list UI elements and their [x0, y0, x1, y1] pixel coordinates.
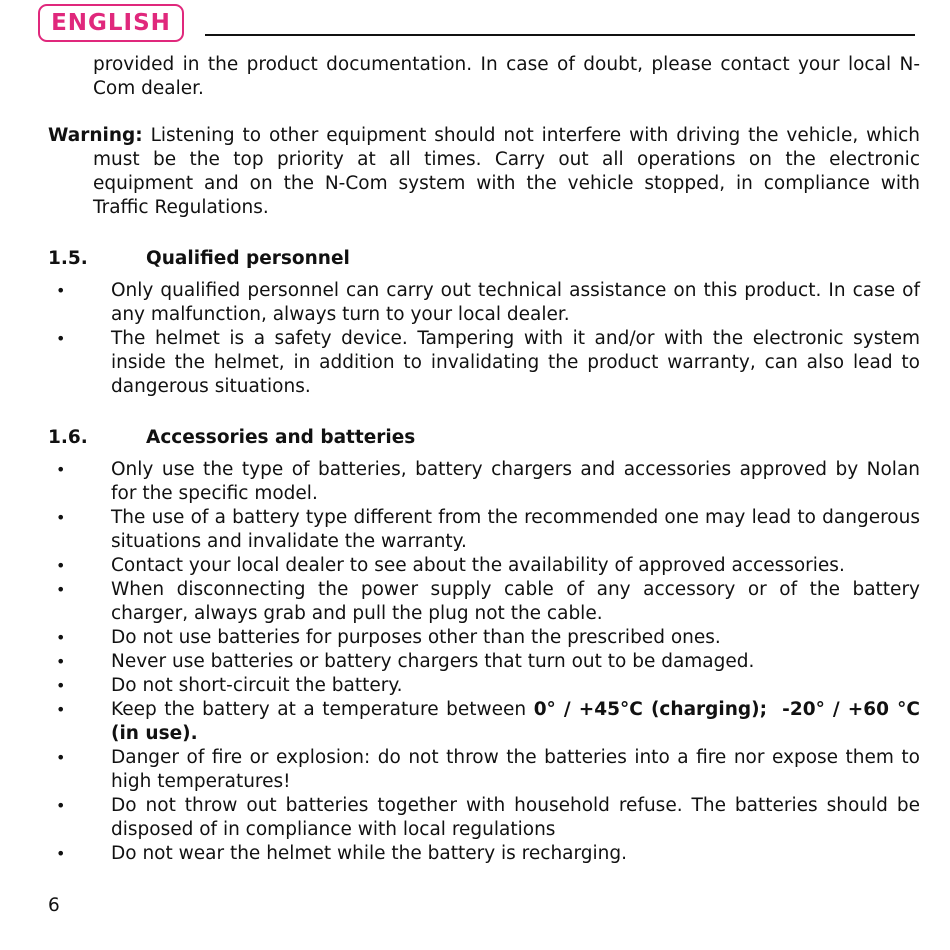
section-title: Qualified personnel	[146, 248, 350, 269]
list-item: • The use of a battery type different from the recommended one may lead to dangerous situations and invalidate the warranty.	[56, 507, 920, 552]
list-item-temperature: • Keep the battery at a temperature between 0° / +45°C (charging); -20° / +60 °C (in use).	[56, 699, 920, 744]
list-item: • Contact your local dealer to see about the availability of approved accessories.	[56, 555, 845, 576]
bullet-icon: •	[56, 700, 66, 719]
warning-text: Listening to other equipment should not interfere with driving the vehicle, which must be the top priority at all times. Carry out all operations on the electronic equipment and on the N-Com system with the vehicle stopped, in compliance with Traffic Regulations.	[93, 125, 920, 218]
bullet-icon: •	[56, 460, 66, 479]
bullet-icon: •	[56, 796, 66, 815]
list-item: • Danger of fire or explosion: do not throw the batteries into a fire nor expose them to high temperatures!	[56, 747, 920, 792]
section-heading-accessories-batteries	[48, 426, 920, 450]
list-item: • Only use the type of batteries, battery chargers and accessories approved by Nolan for the specific model.	[56, 459, 920, 504]
bullet-icon: •	[56, 676, 66, 695]
bullet-icon: •	[56, 652, 66, 671]
bullet-icon: •	[56, 628, 66, 647]
language-badge	[38, 4, 184, 42]
qualified-personnel-list	[48, 279, 920, 399]
warning-label: Warning:	[48, 125, 143, 146]
language-label: ENGLISH	[51, 10, 171, 36]
section-number: 1.5.	[48, 248, 88, 269]
bullet-icon: •	[56, 580, 66, 599]
section-number: 1.6.	[48, 427, 88, 448]
in-use-temperature-range: -20° / +60 °C (in use).	[111, 699, 920, 744]
bullet-icon: •	[56, 508, 66, 527]
list-item: • Do not throw out batteries together with household refuse. The batteries should be disposed of in compliance with local regulations	[56, 795, 920, 840]
list-item: • Never use batteries or battery chargers that turn out to be damaged.	[56, 651, 755, 672]
bullet-icon: •	[56, 748, 66, 767]
list-item: • Do not short-circuit the battery.	[56, 675, 403, 696]
warning-paragraph	[48, 124, 920, 220]
bullet-icon: •	[56, 329, 66, 348]
section-heading-qualified-personnel	[48, 247, 920, 271]
header-rule	[205, 34, 915, 36]
bullet-icon: •	[56, 844, 66, 863]
list-item: • The helmet is a safety device. Tampering with it and/or with the electronic system inside the helmet, in addition to invalidating the product warranty, can also lead to dangerous situations.	[56, 328, 920, 397]
intro-paragraph: provided in the product documentation. In case of doubt, please contact your local N-Com dealer.	[93, 54, 920, 99]
charging-temperature-range: 0° / +45°C (charging);	[533, 699, 768, 720]
accessories-batteries-list	[48, 458, 920, 866]
list-item: • Do not use batteries for purposes other than the prescribed ones.	[56, 627, 721, 648]
list-item: • When disconnecting the power supply cable of any accessory or of the battery charger, always grab and pull the plug not the cable.	[56, 579, 920, 624]
page-content	[48, 53, 920, 866]
list-item: • Do not wear the helmet while the battery is recharging.	[56, 843, 628, 864]
page-number: 6	[48, 895, 60, 916]
bullet-icon: •	[56, 281, 66, 300]
list-item: • Only qualified personnel can carry out technical assistance on this product. In case of any malfunction, always turn to your local dealer.	[56, 280, 920, 325]
bullet-icon: •	[56, 556, 66, 575]
section-title: Accessories and batteries	[146, 427, 416, 448]
